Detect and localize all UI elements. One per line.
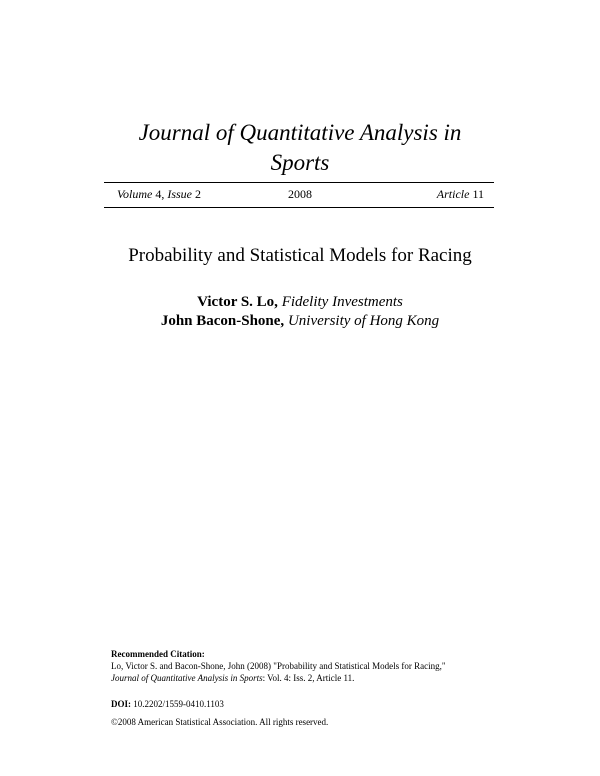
volume-label: Volume <box>117 187 153 201</box>
article-label: Article <box>436 187 470 201</box>
doi-label: DOI: <box>111 699 131 709</box>
copyright-notice: ©2008 American Statistical Association. All rights reserved. <box>111 717 329 727</box>
recommended-citation <box>111 648 511 684</box>
author-line <box>0 293 600 312</box>
author-affiliation: University of Hong Kong <box>287 313 440 329</box>
journal-title-line-1: Journal of Quantitative Analysis in <box>138 120 462 145</box>
volume-number: 4, <box>155 187 165 201</box>
doi <box>111 698 224 710</box>
citation-volume-info: : Vol. 4: Iss. 2, Article 11. <box>262 673 355 683</box>
article-number: 11 <box>472 187 484 201</box>
citation-journal: Journal of Quantitative Analysis in Sports <box>111 673 263 683</box>
article-title: Probability and Statistical Models for Racing <box>128 245 472 266</box>
issue-number: 2 <box>195 187 201 201</box>
author-list <box>0 293 600 331</box>
citation-label: Recommended Citation: <box>111 649 205 659</box>
author-affiliation: Fidelity Investments <box>281 294 403 310</box>
citation-line-1: Lo, Victor S. and Bacon-Shone, John (2008) "Probability and Statistical Models for Racing," <box>111 661 446 671</box>
author-name: Victor S. Lo, <box>197 294 278 310</box>
volume-issue <box>117 186 201 202</box>
header-rule-top <box>104 182 494 183</box>
journal-title-line-2: Sports <box>270 150 330 175</box>
issue-info-row <box>117 186 484 202</box>
author-line <box>0 312 600 331</box>
header-rule-bottom <box>104 207 494 208</box>
issue-year: 2008 <box>288 187 312 201</box>
author-name: John Bacon-Shone, <box>160 313 285 329</box>
article-number-block <box>437 186 484 202</box>
issue-label: Issue <box>167 187 192 201</box>
doi-value: 10.2202/1559-0410.1103 <box>133 699 224 709</box>
citation-line-2 <box>111 672 511 684</box>
journal-title <box>0 118 600 178</box>
